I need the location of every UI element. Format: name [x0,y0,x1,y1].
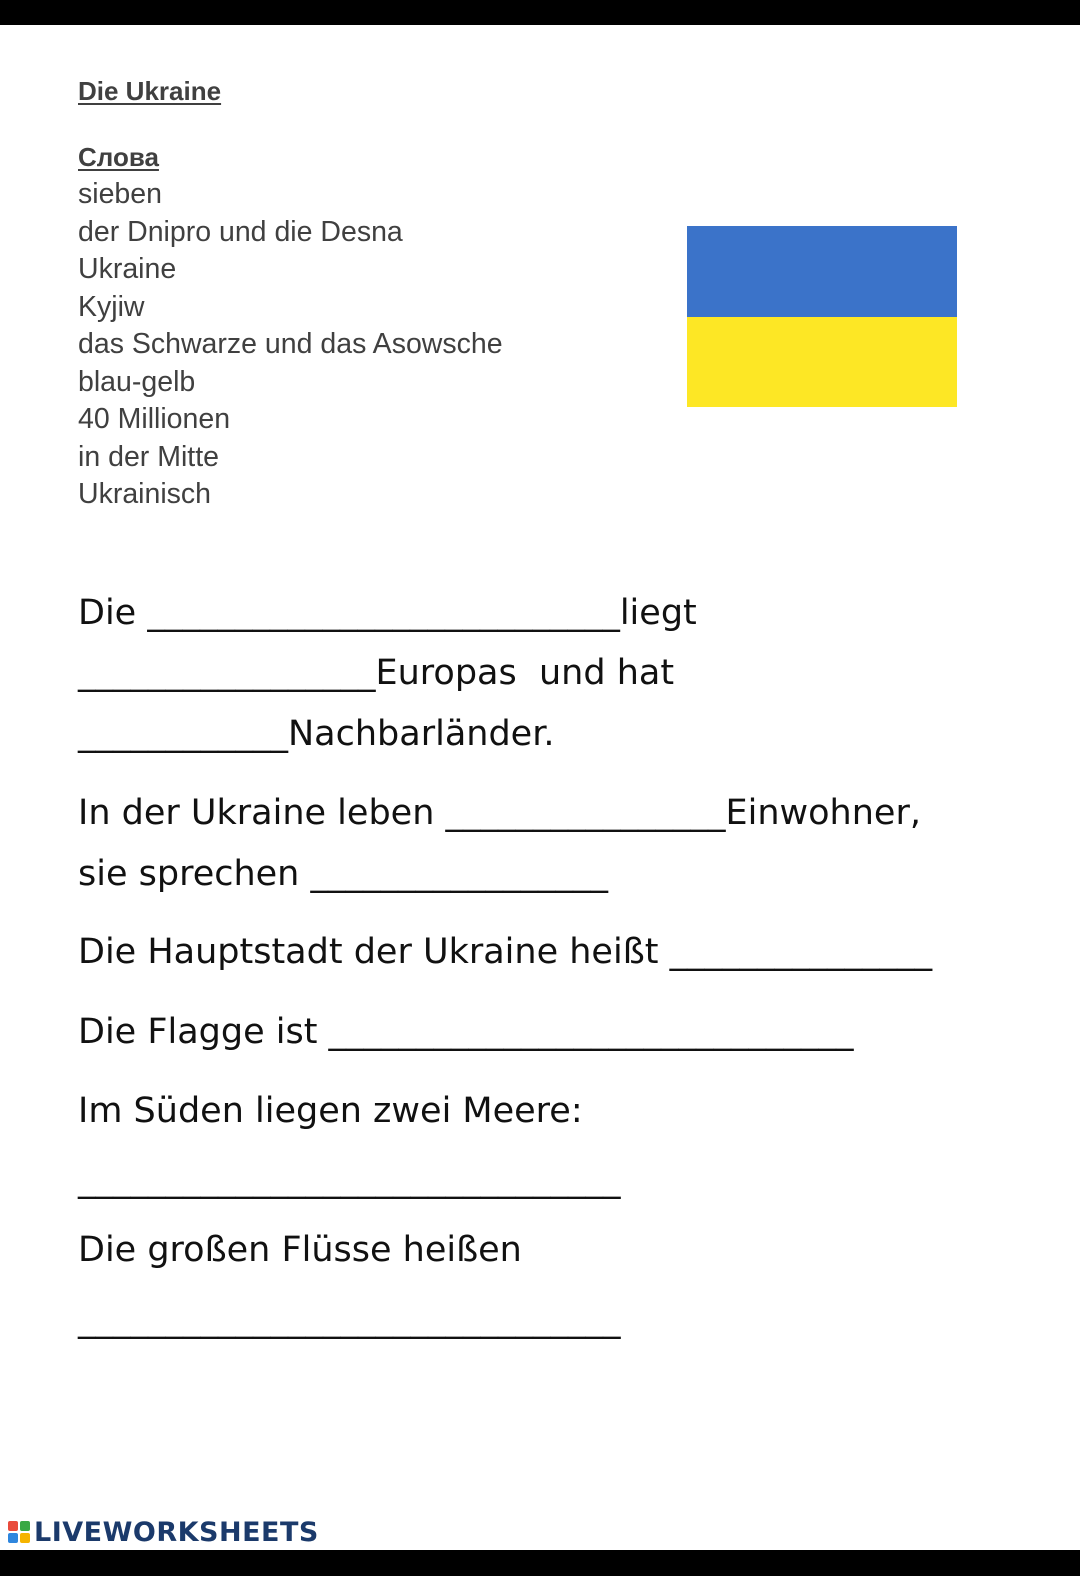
word-bank-item: sieben [78,178,162,210]
exercise-line-9[interactable]: _______________________________ [78,1160,621,1200]
word-bank-heading: Слова [78,142,159,172]
exercise-line-1[interactable]: Die ___________________________liegt [78,593,697,633]
exercise-line-3[interactable]: ____________Nachbarländer. [78,714,555,754]
word-bank-item: Ukrainisch [78,478,212,510]
word-bank-item: in der Mitte [78,440,219,473]
word-bank-item: 40 Millionen [78,403,231,435]
top-black-bar [0,0,1080,25]
word-bank-item: der Dnipro und die Desna [78,215,403,248]
ukraine-flag-image [687,226,957,407]
liveworksheets-logo[interactable] [8,1515,319,1549]
word-bank-item: das Schwarze und das Asowsche [78,328,503,360]
worksheet-title: Die Ukraine [78,76,222,106]
exercise-line-2[interactable]: _________________Europas und hat [78,653,675,693]
flag-yellow-stripe [687,317,957,408]
exercise-line-7[interactable]: Die Flagge ist ______________________________ [78,1012,854,1052]
liveworksheets-logo-icon [8,1521,30,1543]
exercise-line-11[interactable]: _______________________________ [78,1300,621,1340]
word-bank-item: Ukraine [78,253,177,285]
flag-blue-stripe [687,226,957,317]
word-bank-item: Kyjiw [78,290,145,323]
exercise-line-8: Im Süden liegen zwei Meere: [78,1091,583,1131]
exercise-line-5[interactable]: sie sprechen _________________ [78,854,608,894]
exercise-line-4[interactable]: In der Ukraine leben ________________Einwohner, [78,793,921,833]
bottom-black-bar [0,1550,1080,1576]
word-bank-list [78,176,503,514]
word-bank-item: blau-gelb [78,365,196,398]
liveworksheets-logo-text: LIVEWORKSHEETS [34,1516,319,1548]
exercise-line-6[interactable]: Die Hauptstadt der Ukraine heißt _______________ [78,932,933,972]
exercise-line-10: Die großen Flüsse heißen [78,1230,522,1270]
